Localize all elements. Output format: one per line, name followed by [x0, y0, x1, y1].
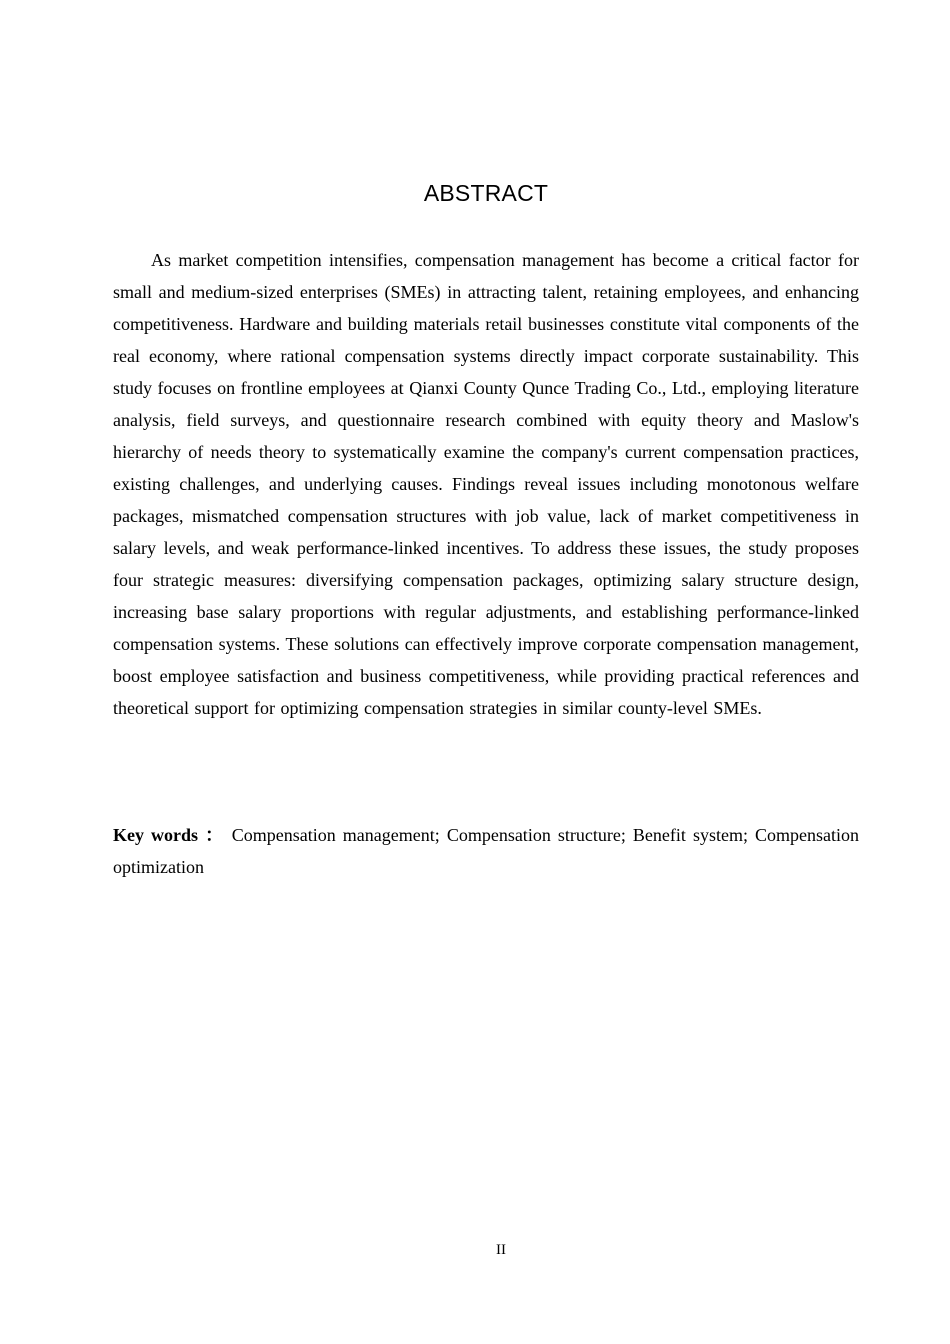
abstract-body: As market competition intensifies, compensation management has become a critical factor for small and medium-sized enterprises (SMEs) in attracting talent, retaining employees, and enhancing competitiveness. Hardware and building materials retail businesses constitute vital components of the real economy, where rational compensation systems directly impact corporate sustainability. This study focuses on frontline employees at Qianxi County Qunce Trading Co., Ltd., employing literature analysis, field surveys, and questionnaire research combined with equity theory and Maslow's hierarchy of needs theory to systematically examine the company's current compensation practices, existing challenges, and underlying causes. Findings reveal issues including monotonous welfare packages, mismatched compensation structures with job value, lack of market competitiveness in salary levels, and weak performance-linked incentives. To address these issues, the study proposes four strategic measures: diversifying compensation packages, optimizing salary structure design, increasing base salary proportions with regular adjustments, and establishing performance-linked compensation systems. These solutions can effectively improve corporate compensation management, boost employee satisfaction and business competitiveness, while providing practical references and theoretical support for optimizing compensation strategies in similar county-level SMEs. — [113, 250, 859, 718]
abstract-title: ABSTRACT — [423, 180, 549, 206]
keywords-paragraph — [113, 819, 859, 883]
keywords-label: Key words ： — [113, 825, 225, 845]
page-number: II — [496, 1242, 506, 1258]
keywords-list: Compensation management; Compensation structure; Benefit system; Compensation optimization — [113, 825, 860, 877]
